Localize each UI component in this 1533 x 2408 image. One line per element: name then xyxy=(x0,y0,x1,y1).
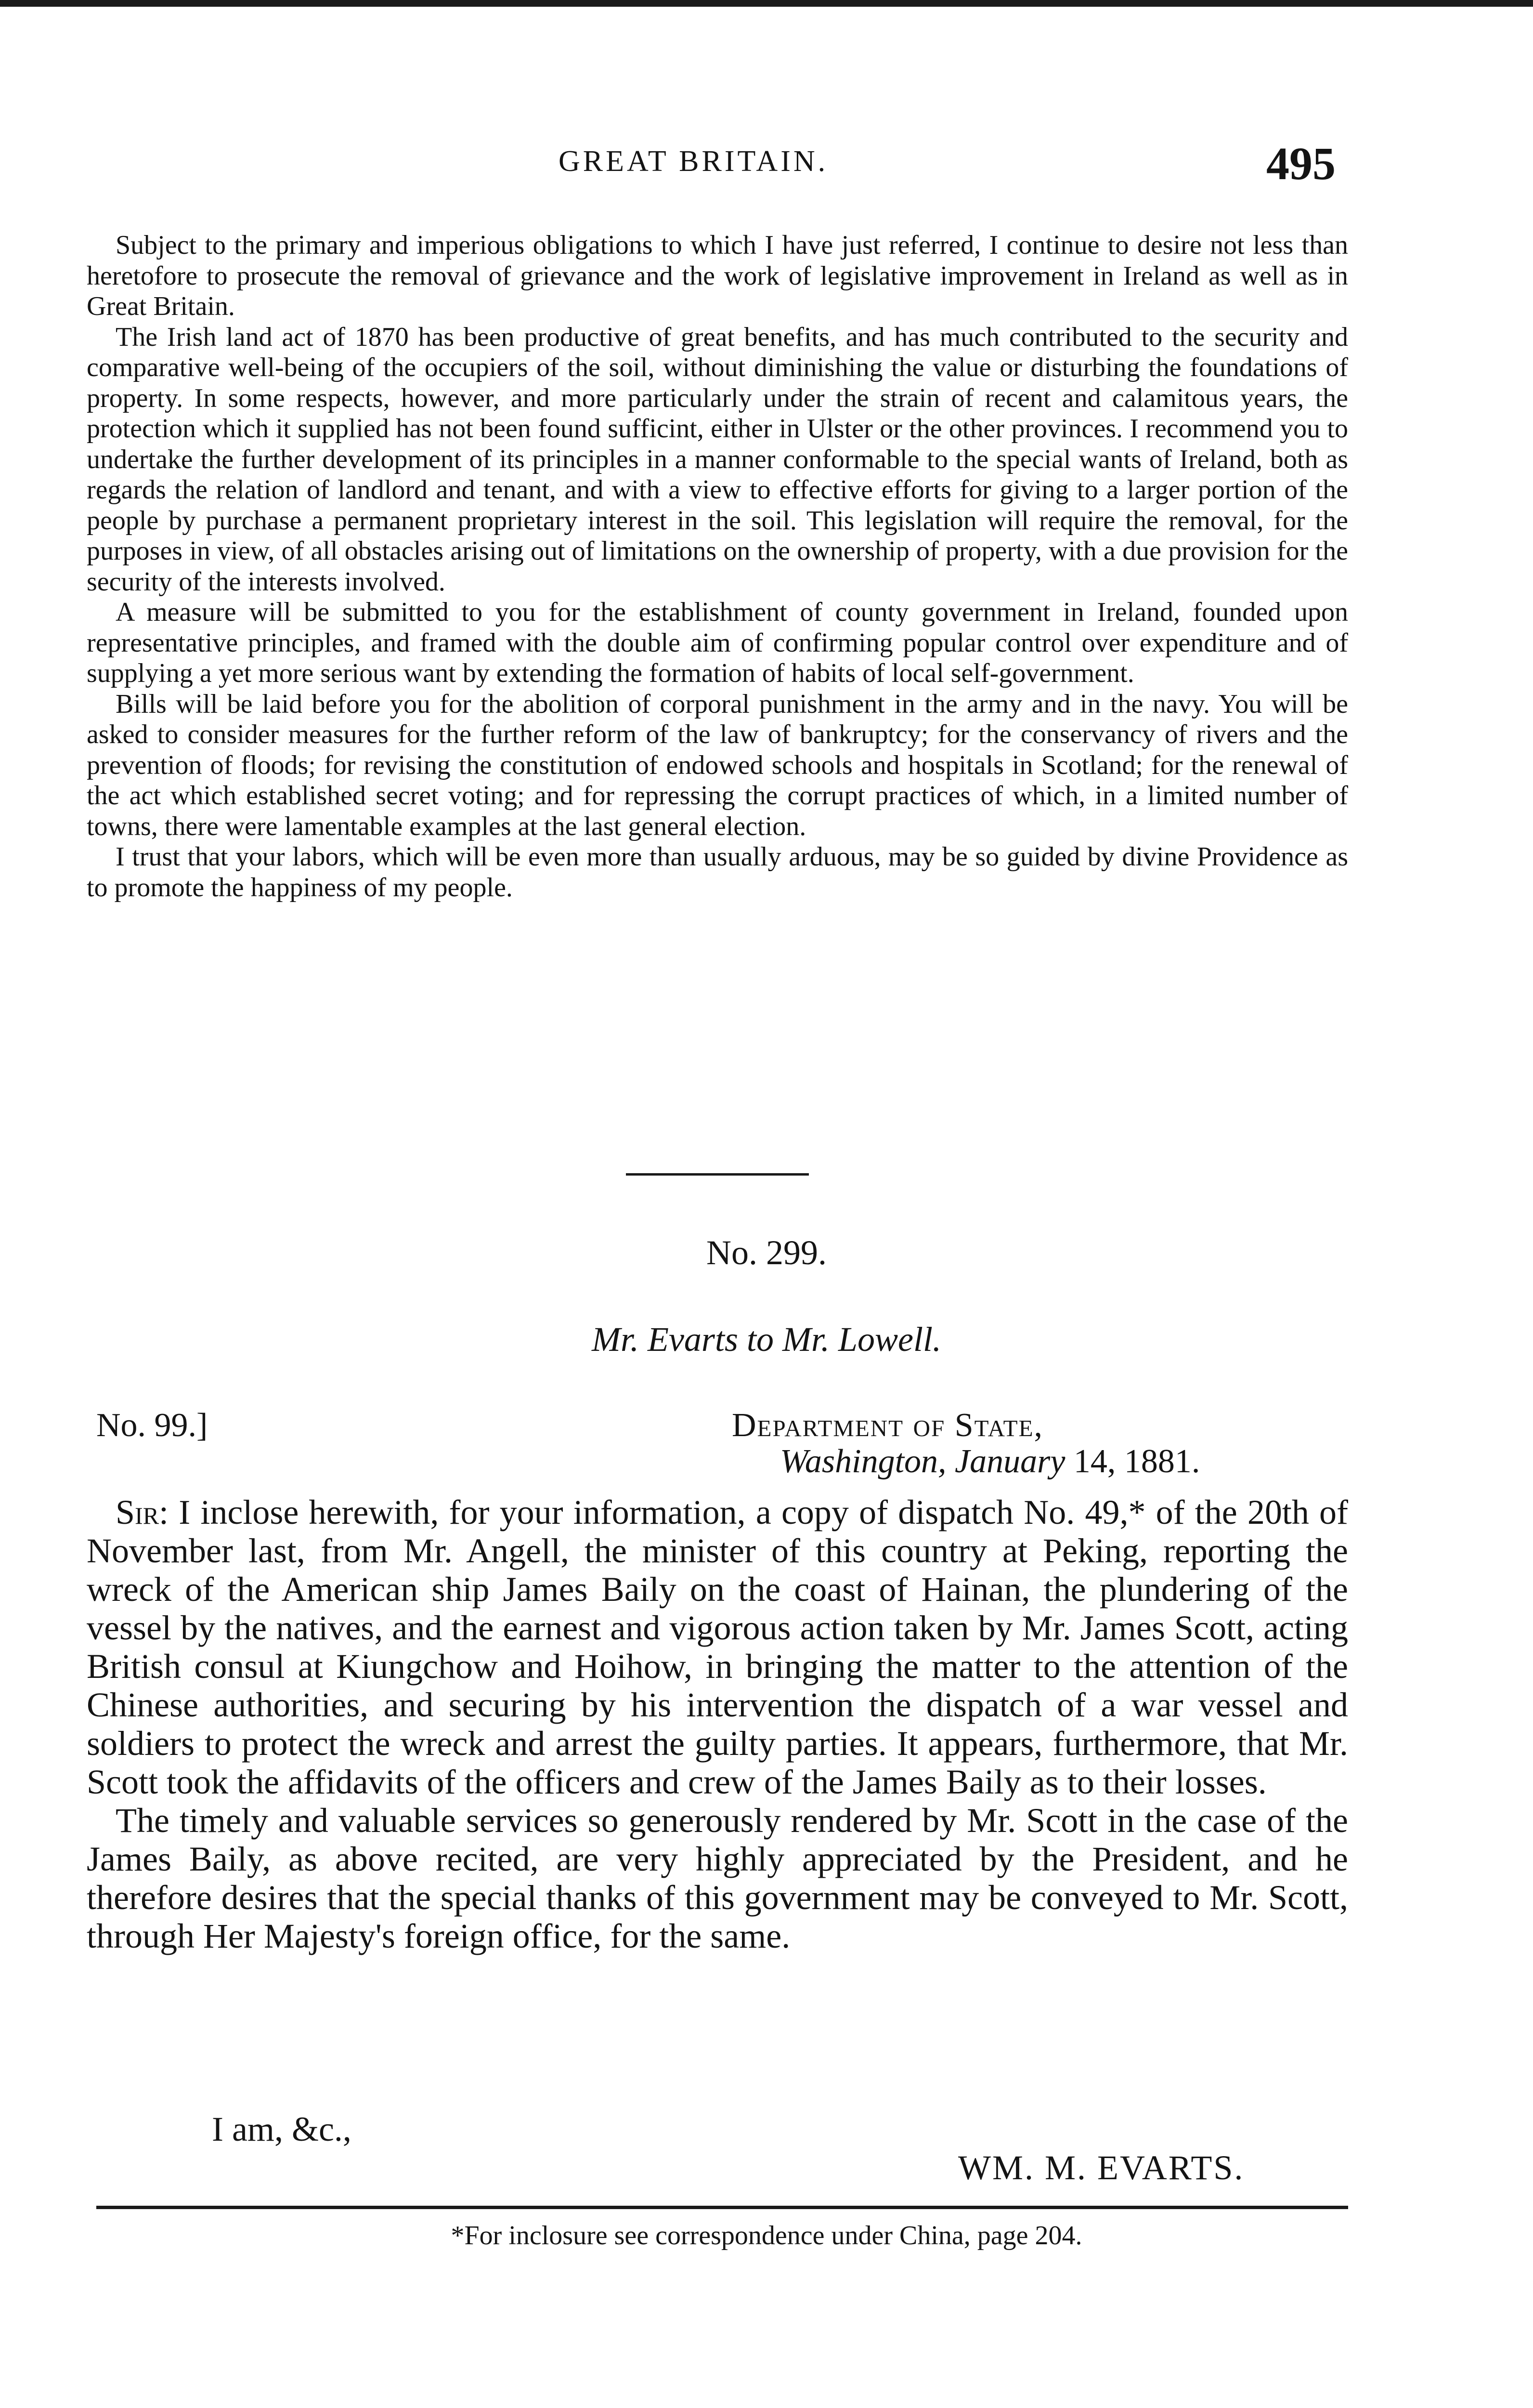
speech-paragraph-1: Subject to the primary and imperious obligations to which I have just referred, I continue to desire not less than heretofore to prosecute the removal of grievance and the work of legislative improvement in Ireland as well as in Great Britain. xyxy=(87,230,1348,321)
despatch-number: No. 99.] xyxy=(96,1407,208,1444)
speech-paragraph-4: Bills will be laid before you for the abolition of corporal punishment in the army and in the navy. You will be asked to consider measures for the further reform of the law of bankruptcy; for the conservancy of rivers and the prevention of floods; for revising the constitution of endowed schools and hospitals in Scotland; for the renewal of the act which established secret voting; and for repressing the corrupt practices of which, in a limited number of towns, there were lamentable examples at the last general election. xyxy=(87,689,1348,841)
top-edge-rule xyxy=(0,0,1533,7)
document-heading: Mr. Evarts to Mr. Lowell. xyxy=(591,1320,942,1359)
speech-paragraph-2: The Irish land act of 1870 has been productive of great benefits, and has much contributed to the security and comparative well-being of the occupiers of the soil, without diminishing the value or disturbing the foundations of property. In some respects, however, and more particularly under the strain of recent and calamitous years, the protection which it supplied has not been found sufficint, either in Ulster or the other provinces. I recommend you to undertake the further development of its principles in a manner conformable to the special wants of Ireland, both as regards the relation of landlord and tenant, and with a view to effective efforts for giving to a larger portion of the people by purchase a permanent proprietary interest in the soil. This legislation will require the removal, for the purposes in view, of all obstacles arising out of limitations on the ownership of property, with a due provision for the security of the interests involved. xyxy=(87,322,1348,597)
place-and-month: Washington, January xyxy=(780,1443,1065,1480)
speech-paragraph-3: A measure will be submitted to you for the establishment of county government in Ireland, founded upon representative principles, and framed with the double aim of confirming popular control over expenditure and of supplying a yet more serious want by extending the formation of habits of local self-government. xyxy=(87,597,1348,688)
signature: WM. M. EVARTS. xyxy=(958,2148,1245,2187)
place-date-line xyxy=(780,1442,1200,1481)
document-number: No. 299. xyxy=(706,1233,827,1272)
salutation: Sir: xyxy=(116,1493,169,1531)
letter-paragraph-1-text: I inclose herewith, for your information, a copy of dispatch No. 49,* of the 20th of November last, from Mr. Angell, the minister of this country at Peking, reporting the wreck of the American ship James Baily on the coast of Hainan, the plundering of the vessel by the natives, and the earnest and vigorous action taken by Mr. James Scott, acting British consul at Kiungchow and Hoihow, in bringing the matter to the attention of the Chinese authorities, and securing by his intervention the dispatch of a war vessel and soldiers to protect the wreck and arrest the guilty parties. It appears, furthermore, that Mr. Scott took the affidavits of the officers and crew of the James Baily as to their losses. xyxy=(87,1493,1349,1801)
closing: I am, &c., xyxy=(212,2110,351,2148)
speech-text xyxy=(87,230,1348,903)
department-name: Department of State, xyxy=(732,1407,1044,1444)
letter-body xyxy=(87,1493,1348,1955)
footnote: *For inclosure see correspondence under China, page 204. xyxy=(451,2221,1082,2251)
letter-paragraph-1 xyxy=(87,1493,1348,1801)
section-divider xyxy=(626,1173,809,1176)
footnote-rule xyxy=(96,2206,1348,2209)
running-head: GREAT BRITAIN. xyxy=(559,145,829,178)
department-line xyxy=(732,1406,1043,1445)
speech-paragraph-5: I trust that your labors, which will be even more than usually arduous, may be so guided by divine Providence as to promote the happiness of my people. xyxy=(87,842,1348,903)
date-rest: 14, 1881. xyxy=(1073,1443,1200,1480)
letter-paragraph-2: The timely and valuable services so generously rendered by Mr. Scott in the case of the James Baily, as above recited, are very highly appreciated by the President, and he therefore desires that the special thanks of this government may be conveyed to Mr. Scott, through Her Majesty's foreign office, for the same. xyxy=(87,1801,1348,1955)
page-number: 495 xyxy=(1266,138,1336,189)
